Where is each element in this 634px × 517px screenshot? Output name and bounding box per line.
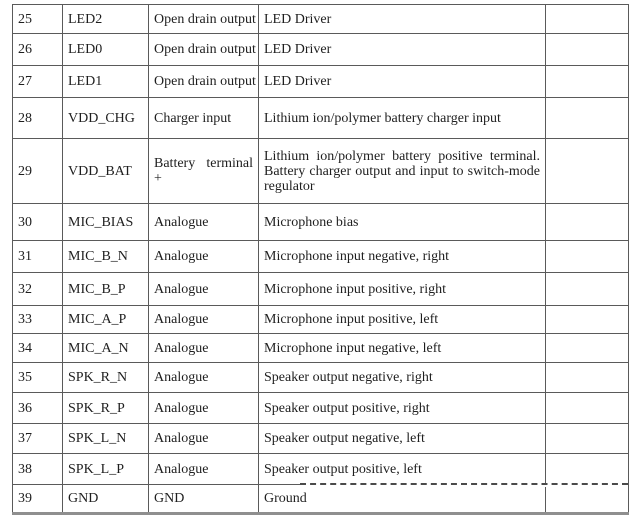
pin-cell: 29 (13, 139, 63, 204)
description-cell: LED Driver (259, 5, 546, 34)
description-cell: Speaker output positive, right (259, 393, 546, 424)
pin-cell: 28 (13, 98, 63, 139)
name-cell: MIC_BIAS (63, 204, 149, 241)
notes-cell (546, 454, 629, 485)
description-cell: Speaker output negative, right (259, 363, 546, 393)
type-cell: Analogue (149, 393, 259, 424)
table-row (13, 393, 629, 424)
name-cell: GND (63, 485, 149, 514)
notes-cell (546, 273, 629, 306)
table-row (13, 204, 629, 241)
table-row (13, 424, 629, 454)
type-cell: Analogue (149, 363, 259, 393)
table-row (13, 363, 629, 393)
notes-cell (546, 393, 629, 424)
notes-cell (546, 306, 629, 334)
description-cell: Microphone bias (259, 204, 546, 241)
table-row (13, 454, 629, 485)
table-row (13, 241, 629, 273)
pin-cell: 33 (13, 306, 63, 334)
name-cell: LED1 (63, 66, 149, 98)
type-cell: Open drain output (149, 66, 259, 98)
name-cell: LED2 (63, 5, 149, 34)
notes-cell (546, 204, 629, 241)
name-cell: VDD_CHG (63, 98, 149, 139)
table-row (13, 139, 629, 204)
notes-cell (546, 334, 629, 363)
type-cell: Analogue (149, 424, 259, 454)
description-cell: Microphone input negative, right (259, 241, 546, 273)
description-cell: Ground (259, 485, 546, 514)
pin-cell: 35 (13, 363, 63, 393)
notes-cell (546, 98, 629, 139)
type-cell: Analogue (149, 204, 259, 241)
table-row (13, 5, 629, 34)
name-cell: SPK_R_P (63, 393, 149, 424)
notes-cell (546, 139, 629, 204)
type-cell: Analogue (149, 273, 259, 306)
notes-cell (546, 34, 629, 66)
description-cell: Speaker output negative, left (259, 424, 546, 454)
notes-cell (546, 424, 629, 454)
table-row (13, 273, 629, 306)
pin-cell: 37 (13, 424, 63, 454)
type-cell: Open drain output (149, 5, 259, 34)
pin-cell: 36 (13, 393, 63, 424)
name-cell: VDD_BAT (63, 139, 149, 204)
notes-cell (546, 66, 629, 98)
name-cell: LED0 (63, 34, 149, 66)
name-cell: MIC_A_N (63, 334, 149, 363)
type-cell: GND (149, 485, 259, 514)
pin-cell: 38 (13, 454, 63, 485)
description-cell: Lithium ion/polymer battery positive terminal. Battery charger output and input to switch-mode regulator (259, 139, 546, 204)
pin-cell: 25 (13, 5, 63, 34)
notes-cell (546, 5, 629, 34)
type-cell: Charger input (149, 98, 259, 139)
table-row (13, 334, 629, 363)
description-cell: LED Driver (259, 66, 546, 98)
pin-cell: 31 (13, 241, 63, 273)
type-cell: Battery terminal + (149, 139, 259, 204)
table-row (13, 98, 629, 139)
name-cell: MIC_A_P (63, 306, 149, 334)
notes-cell (546, 363, 629, 393)
name-cell: MIC_B_P (63, 273, 149, 306)
notes-cell (546, 485, 629, 514)
pin-cell: 30 (13, 204, 63, 241)
description-cell: Lithium ion/polymer battery charger input (259, 98, 546, 139)
description-cell: Speaker output positive, left (259, 454, 546, 485)
notes-cell (546, 241, 629, 273)
table-row (13, 66, 629, 98)
table-row (13, 485, 629, 514)
type-cell: Analogue (149, 241, 259, 273)
description-cell: Microphone input negative, left (259, 334, 546, 363)
table-row (13, 306, 629, 334)
name-cell: SPK_R_N (63, 363, 149, 393)
type-cell: Analogue (149, 334, 259, 363)
pin-description-table (12, 4, 629, 515)
table-row (13, 34, 629, 66)
description-cell: Microphone input positive, left (259, 306, 546, 334)
pin-cell: 34 (13, 334, 63, 363)
name-cell: SPK_L_P (63, 454, 149, 485)
description-cell: Microphone input positive, right (259, 273, 546, 306)
name-cell: MIC_B_N (63, 241, 149, 273)
name-cell: SPK_L_N (63, 424, 149, 454)
pin-cell: 39 (13, 485, 63, 514)
scan-artifact-dashed-line (300, 483, 628, 487)
pin-table-body (13, 5, 629, 514)
type-cell: Analogue (149, 454, 259, 485)
description-cell: LED Driver (259, 34, 546, 66)
pin-cell: 27 (13, 66, 63, 98)
type-cell: Analogue (149, 306, 259, 334)
pin-cell: 32 (13, 273, 63, 306)
type-cell: Open drain output (149, 34, 259, 66)
pin-cell: 26 (13, 34, 63, 66)
